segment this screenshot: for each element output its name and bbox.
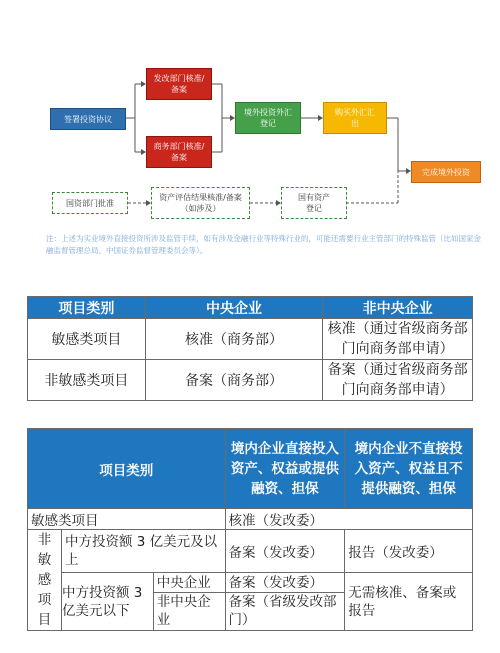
non-central-label: 非中央企业 bbox=[156, 594, 211, 629]
table-header: 非中央企业 bbox=[323, 297, 473, 319]
central-noncentral-cell bbox=[153, 573, 225, 631]
complete-investment-box: 完成境外投资 bbox=[411, 161, 481, 183]
table-cell: 核准（通过省级商务部门向商务部申请） bbox=[323, 319, 473, 360]
central-label: 中央企业 bbox=[154, 574, 225, 593]
table-row bbox=[28, 530, 473, 573]
state-asset-registration-box: 国有资产登记 bbox=[281, 187, 347, 219]
flowchart-note: 注：上述为实业境外直接投资所涉及监管手续，如有涉及金融行业等特殊行业的，可能还需要行业主管部门的特殊监管（比如国家金融监督管理总局、中国证券监督管理委员会等）。 bbox=[46, 234, 481, 255]
table-cell: 非敏感项目 bbox=[28, 530, 62, 631]
table-cell: 敏感类项目 bbox=[28, 319, 146, 360]
table-row bbox=[28, 573, 473, 631]
ndrc-approval-box: 发改部门核准/备案 bbox=[146, 68, 212, 100]
table-header: 境内企业直接投入资产、权益或提供融资、担保 bbox=[225, 429, 345, 509]
table-cell: 无需核准、备案或报告 bbox=[345, 573, 473, 631]
mofcom-approval-box: 商务部门核准/备案 bbox=[146, 136, 212, 168]
sign-agreement-box: 签署投资协议 bbox=[50, 108, 126, 130]
table-header-row bbox=[28, 297, 473, 319]
approval-table-mofcom bbox=[27, 296, 473, 401]
central-value: 备案（发改委） bbox=[226, 574, 345, 593]
table-cell: 核准（商务部） bbox=[145, 319, 323, 360]
asset-evaluation-box: 资产评估结果核准/备案（如涉及） bbox=[151, 187, 250, 219]
table-cell: 报告（发改委） bbox=[345, 530, 473, 573]
table-header: 境内企业不直接投入资产、权益且不提供融资、担保 bbox=[345, 429, 473, 509]
safe-registration-box: 境外投资外汇登记 bbox=[235, 102, 301, 134]
table-cell: 敏感类项目 bbox=[28, 509, 226, 530]
table-cell: 备案（商务部） bbox=[145, 360, 323, 401]
table-cell: 中方投资额 3 亿美元及以上 bbox=[61, 530, 225, 573]
approval-table-ndrc bbox=[27, 428, 473, 631]
table-cell: 备案（发改委） bbox=[225, 530, 345, 573]
table-cell: 非敏感类项目 bbox=[28, 360, 146, 401]
table-header: 项目类别 bbox=[28, 429, 226, 509]
buy-fx-box: 购买外汇汇出 bbox=[323, 102, 387, 134]
table-cell: 备案（通过省级商务部门向商务部申请） bbox=[323, 360, 473, 401]
table-row bbox=[28, 360, 473, 401]
table-row bbox=[28, 509, 473, 530]
table-header: 中央企业 bbox=[145, 297, 323, 319]
table-header: 项目类别 bbox=[28, 297, 146, 319]
sasac-approval-box: 国资部门批准 bbox=[52, 192, 128, 214]
central-noncentral-values bbox=[225, 573, 345, 631]
table-cell: 核准（发改委） bbox=[225, 509, 472, 530]
table-cell: 中方投资额 3 亿美元以下 bbox=[61, 573, 153, 631]
table-row bbox=[28, 319, 473, 360]
non-central-value: 备案（省级发改部门） bbox=[228, 594, 337, 629]
